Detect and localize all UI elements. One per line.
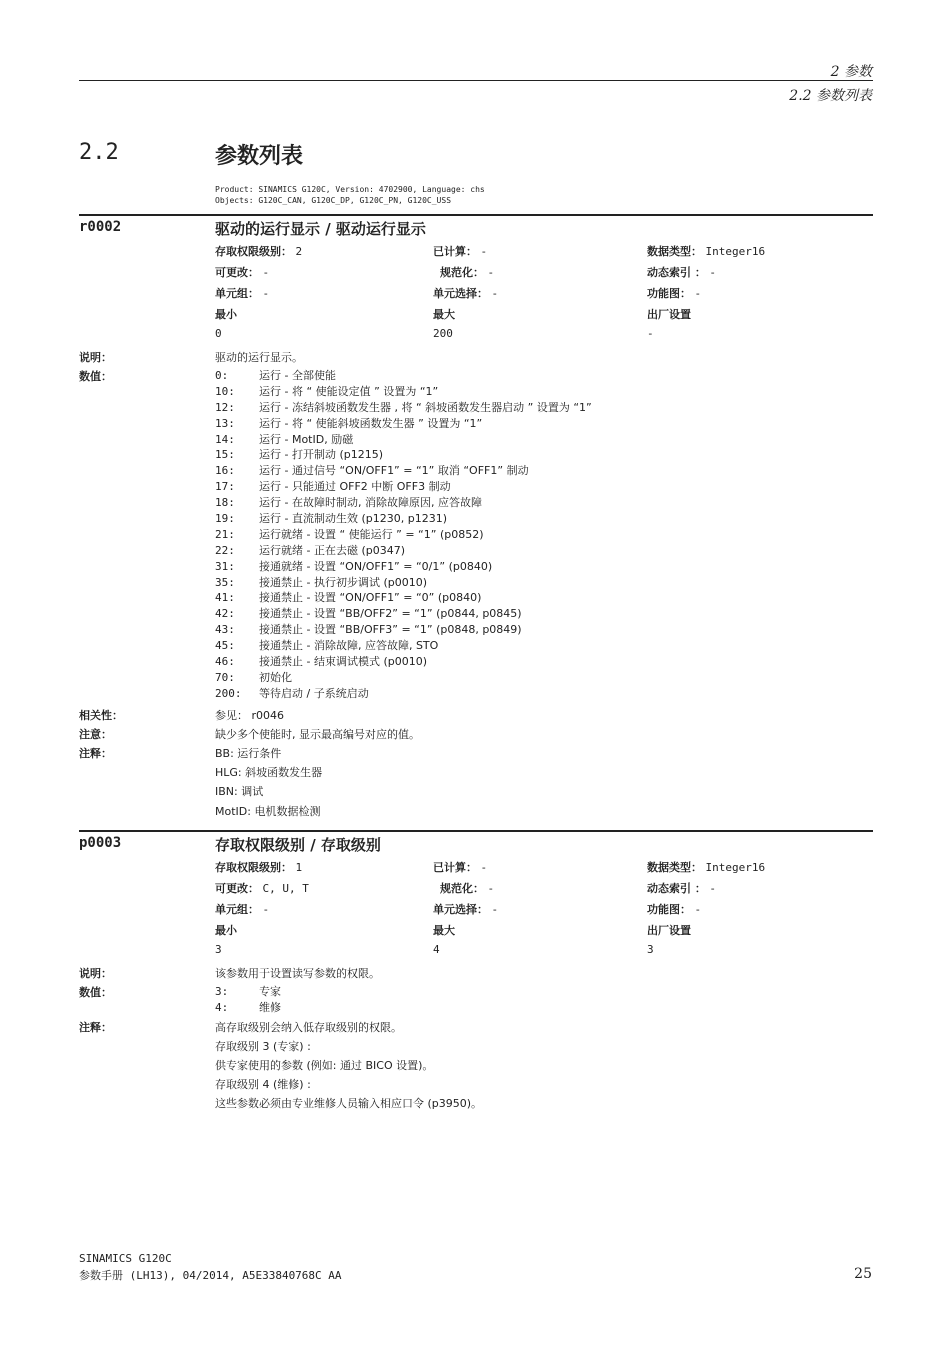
value-text: 初始化	[259, 670, 292, 684]
value-text: 接通禁止 - 执行初步调试 (p0010)	[259, 575, 428, 589]
description-text: 该参数用于设置读写参数的权限。	[215, 967, 380, 980]
param-id: r0002	[79, 219, 122, 235]
value-text: 等待启动 / 子系统启动	[259, 686, 369, 700]
attr-unitgroup: 单元组： -	[215, 287, 270, 300]
note-label: 注释：	[79, 1021, 112, 1034]
note-line: 存取级别 4 (维修) :	[215, 1078, 311, 1091]
value-text: 专家	[259, 985, 281, 998]
note-line: MotID: 电机数据检测	[215, 805, 321, 818]
description-label: 说明：	[79, 351, 112, 364]
attr-changeable: 可更改： C, U, T	[215, 882, 309, 895]
attr-unitselect: 单元选择： -	[433, 903, 499, 916]
param-id: p0003	[79, 835, 122, 851]
attr-min-value: 3	[215, 943, 222, 956]
value-text: 维修	[259, 1000, 281, 1014]
product-line: Product: SINAMICS G120C, Version: 4702900, Language: chs	[215, 185, 485, 194]
description-label: 说明：	[79, 967, 112, 980]
notice-text: 缺少多个使能时, 显示最高编号对应的值。	[215, 728, 420, 741]
value-row	[215, 606, 592, 622]
value-text: 运行 - MotID, 励磁	[259, 432, 354, 446]
value-row	[215, 527, 592, 543]
attr-datatype: 数据类型： Integer16	[647, 861, 766, 874]
value-code: 17:	[215, 480, 235, 494]
param-title: 存取权限级别 / 存取级别	[215, 836, 381, 854]
value-code: 14:	[215, 432, 235, 446]
attr-min-label: 最小	[215, 924, 237, 937]
value-code: 43:	[215, 623, 235, 637]
attr-funcdiagram: 功能图： -	[647, 903, 702, 916]
attr-min-value: 0	[215, 327, 222, 340]
note-line: BB: 运行条件	[215, 747, 282, 760]
attr-max-value: 4	[433, 943, 440, 956]
value-row	[215, 559, 592, 575]
value-row	[215, 638, 592, 654]
attr-factory-value: 3	[647, 943, 654, 956]
value-text: 运行就绪 - 正在去磁 (p0347)	[259, 543, 406, 557]
values-label: 数值：	[79, 370, 112, 383]
attr-max-label: 最大	[433, 924, 455, 937]
note-line: 高存取级别会纳入低存取级别的权限。	[215, 1021, 402, 1034]
note-label: 注释：	[79, 747, 112, 760]
attr-factory-label: 出厂设置	[647, 924, 691, 937]
value-code: 3:	[215, 985, 229, 998]
value-row	[215, 416, 592, 432]
header-section: 2.2 参数列表	[789, 88, 872, 104]
value-code: 0:	[215, 369, 229, 382]
value-text: 接通就绪 - 设置 “ON/OFF1” = “0/1” (p0840)	[259, 559, 493, 573]
attr-dynindex: 动态索引 ： -	[647, 266, 716, 279]
attr-dynindex: 动态索引 ： -	[647, 882, 716, 895]
attr-calculated: 已计算： -	[433, 245, 488, 258]
notice-label: 注意：	[79, 728, 112, 741]
value-row	[215, 432, 592, 448]
attr-min-label: 最小	[215, 308, 237, 321]
value-text: 运行 - 通过信号 “ON/OFF1” = “1” 取消 “OFF1” 制动	[259, 464, 529, 478]
value-text: 运行就绪 - 设置 “ 使能运行 ” = “1” (p0852)	[259, 527, 484, 541]
attr-access: 存取权限级别： 2	[215, 245, 303, 258]
footer-product: SINAMICS G120C	[79, 1252, 172, 1265]
note-line: IBN: 调试	[215, 785, 264, 798]
value-row	[215, 1000, 281, 1016]
dependency-text: 参见： r0046	[215, 709, 285, 722]
values-label: 数值：	[79, 986, 112, 999]
value-row	[215, 686, 592, 702]
note-line: HLG: 斜坡函数发生器	[215, 766, 323, 779]
dependency-label: 相关性：	[79, 709, 123, 722]
value-code: 45:	[215, 639, 235, 653]
value-text: 运行 - 在故障时制动, 消除故障原因, 应答故障	[259, 496, 482, 510]
value-code: 18:	[215, 496, 235, 510]
value-code: 22:	[215, 543, 235, 557]
value-row	[215, 984, 281, 1000]
attr-funcdiagram: 功能图： -	[647, 287, 702, 300]
value-row	[215, 400, 592, 416]
note-line: 存取级别 3 (专家) :	[215, 1040, 311, 1053]
value-code: 35:	[215, 575, 235, 589]
value-code: 46:	[215, 655, 235, 669]
note-line: 供专家使用的参数 (例如: 通过 BICO 设置)。	[215, 1059, 434, 1072]
value-code: 16:	[215, 464, 235, 478]
section-number: 2.2	[79, 140, 119, 165]
value-text: 运行 - 将 “ 使能斜坡函数发生器 ” 设置为 “1”	[259, 416, 483, 430]
value-text: 运行 - 全部使能	[259, 369, 336, 382]
value-code: 41:	[215, 591, 235, 605]
header-rule	[79, 80, 873, 81]
note-line: 这些参数必须由专业维修人员输入相应口令 (p3950)。	[215, 1097, 483, 1110]
value-text: 运行 - 打开制动 (p1215)	[259, 448, 384, 462]
value-row	[215, 479, 592, 495]
attr-datatype: 数据类型： Integer16	[647, 245, 766, 258]
value-code: 12:	[215, 400, 235, 414]
value-row	[215, 654, 592, 670]
attr-unitselect: 单元选择： -	[433, 287, 499, 300]
value-row	[215, 590, 592, 606]
value-row	[215, 543, 592, 559]
value-text: 接通禁止 - 结束调试模式 (p0010)	[259, 655, 428, 669]
objects-line: Objects: G120C_CAN, G120C_DP, G120C_PN, G120C_USS	[215, 196, 452, 205]
page-number: 25	[854, 1266, 872, 1282]
values-list	[215, 368, 592, 702]
attr-scaling: 规范化： -	[440, 266, 495, 279]
param-rule	[79, 830, 873, 832]
values-list	[215, 984, 281, 1016]
value-row	[215, 575, 592, 591]
value-code: 4:	[215, 1000, 229, 1014]
attr-calculated: 已计算： -	[433, 861, 488, 874]
value-code: 13:	[215, 416, 235, 430]
value-text: 运行 - 直流制动生效 (p1230, p1231)	[259, 512, 447, 526]
value-text: 接通禁止 - 设置 “BB/OFF3” = “1” (p0848, p0849)	[259, 623, 522, 637]
value-code: 200:	[215, 686, 242, 700]
attr-access: 存取权限级别： 1	[215, 861, 303, 874]
attr-scaling: 规范化： -	[440, 882, 495, 895]
value-row	[215, 447, 592, 463]
value-code: 42:	[215, 607, 235, 621]
value-code: 70:	[215, 670, 235, 684]
attr-factory-label: 出厂设置	[647, 308, 691, 321]
value-code: 10:	[215, 384, 235, 398]
value-code: 19:	[215, 512, 235, 526]
footer-manual: 参数手册 (LH13), 04/2014, A5E33840768C AA	[79, 1269, 342, 1282]
value-row	[215, 622, 592, 638]
attr-max-value: 200	[433, 327, 453, 340]
attr-max-label: 最大	[433, 308, 455, 321]
value-text: 接通禁止 - 设置 “BB/OFF2” = “1” (p0844, p0845)	[259, 607, 522, 621]
value-code: 15:	[215, 448, 235, 462]
attr-factory-value: -	[647, 327, 654, 340]
value-row	[215, 463, 592, 479]
value-row	[215, 495, 592, 511]
value-code: 31:	[215, 559, 235, 573]
value-row	[215, 384, 592, 400]
value-text: 运行 - 将 “ 使能设定值 ” 设置为 “1”	[259, 384, 439, 398]
header-chapter: 2 参数	[830, 64, 872, 80]
param-title: 驱动的运行显示 / 驱动运行显示	[215, 220, 426, 238]
value-text: 接通禁止 - 设置 “ON/OFF1” = “0” (p0840)	[259, 591, 482, 605]
value-text: 运行 - 只能通过 OFF2 中断 OFF3 制动	[259, 480, 451, 494]
value-row	[215, 511, 592, 527]
value-text: 运行 - 冻结斜坡函数发生器 , 将 “ 斜坡函数发生器启动 ” 设置为 “1”	[259, 400, 592, 414]
value-text: 接通禁止 - 消除故障, 应答故障, STO	[259, 639, 439, 653]
description-text: 驱动的运行显示。	[215, 351, 303, 364]
value-row	[215, 368, 592, 384]
attr-unitgroup: 单元组： -	[215, 903, 270, 916]
value-row	[215, 670, 592, 686]
attr-changeable: 可更改： -	[215, 266, 270, 279]
section-title: 参数列表	[215, 144, 304, 169]
param-rule	[79, 214, 873, 216]
value-code: 21:	[215, 527, 235, 541]
